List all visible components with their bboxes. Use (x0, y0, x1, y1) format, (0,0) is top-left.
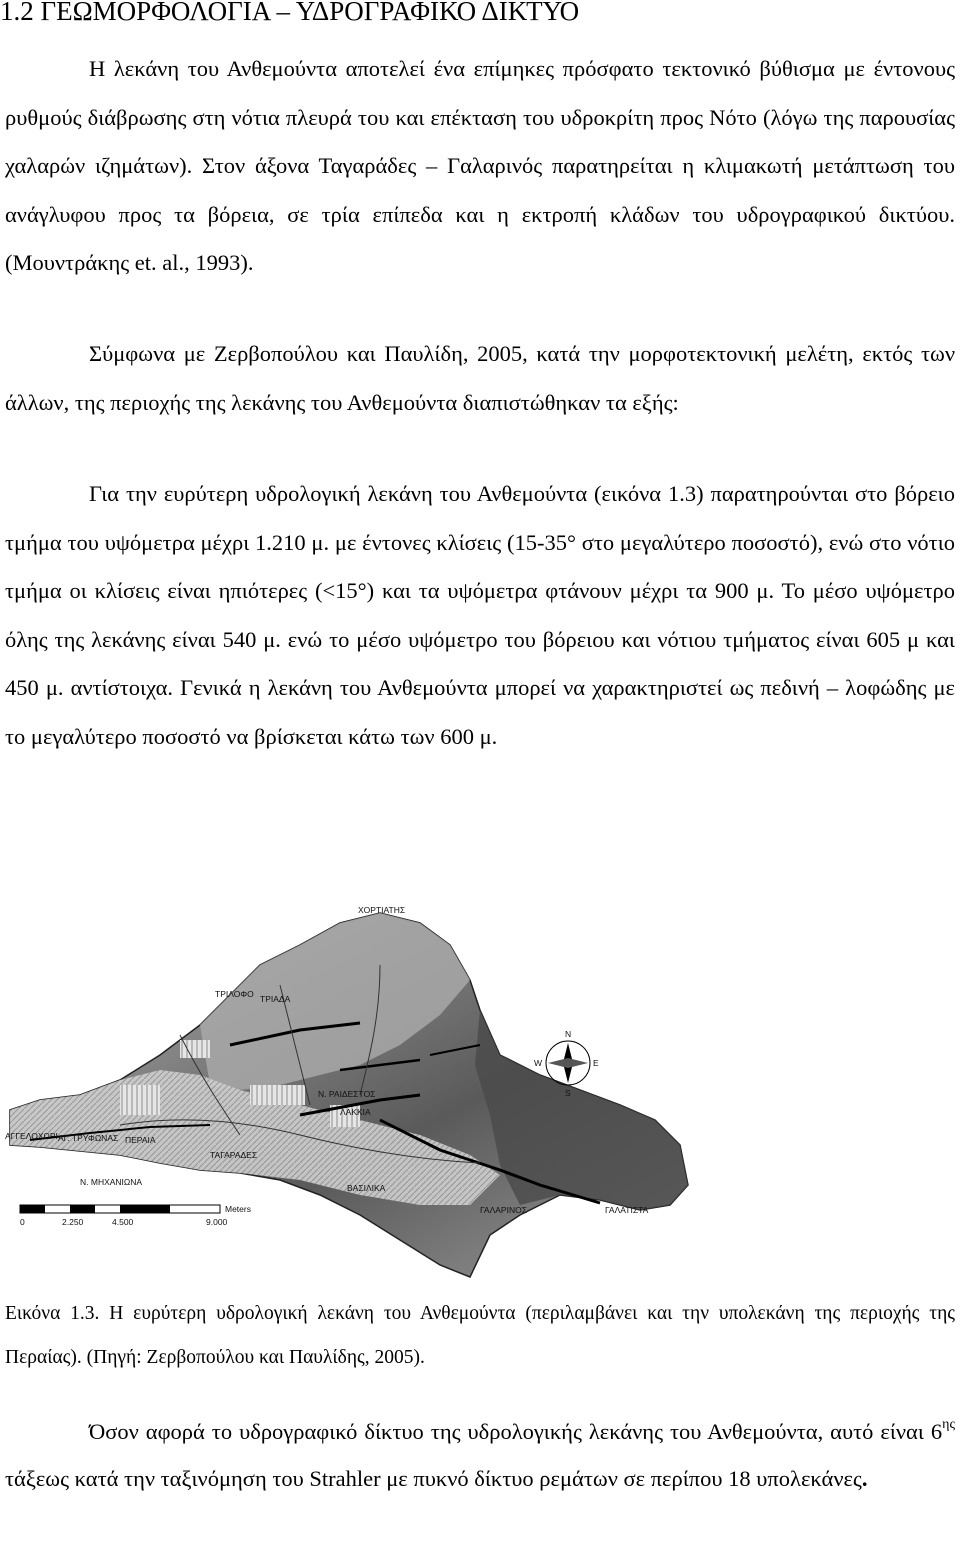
scale-bar (20, 1204, 251, 1227)
place-label-lakkia: ΛΑΚΚΙΑ (340, 1107, 371, 1117)
paragraph-drainage-network (5, 1408, 955, 1502)
compass-east: E (593, 1058, 599, 1068)
ordinal-superscript: ης (942, 1417, 955, 1432)
place-label-chortiatis: ΧΟΡΤΙΑΤΗΣ (358, 905, 406, 915)
paragraph-elevations: Για την ευρύτερη υδρολογική λεκάνη του Ανθεμούντα (εικόνα 1.3) παρατηρούνται στο βόρειο τμήμα του υψόμετρα μέχρι 1.210 μ. με έντονες κλίσεις (15-35° στο μεγαλύτερο ποσοστό), ενώ στο νότιο τμήμα οι κλίσεις είναι ηπιότερες (<15°) και τα υψόμετρα φτάνουν μέχρι τα 900 μ. Το μέσο υψόμετρο όλης της λεκάνης είναι 540 μ. ενώ το μέσο υψόμετρο του βόρειου και νότιου τμήματος είναι 605 μ και 450 μ. αντίστοιχα. Γενικά η λεκάνη του Ανθεμούντα μπορεί να χαρακτηριστεί ως πεδινή – λοφώδης με το μεγαλύτερο ποσοστό να βρίσκεται κάτω των 600 μ. (5, 481, 955, 749)
place-label-trilofo: ΤΡΙΛΟΦΟ (215, 989, 254, 999)
paragraph-end-dot: . (861, 1466, 868, 1491)
field-patch (180, 1040, 210, 1058)
place-label-n-michaniona: Ν. ΜΗΧΑΝΙΩΝΑ (80, 1177, 143, 1187)
figure-caption: Εικόνα 1.3. Η ευρύτερη υδρολογική λεκάνη του Ανθεμούντα (περιλαμβάνει και την υπολεκάνη της περιοχής της Περαίας). (Πηγή: Ζερβοπούλου και Παυλίδης, 2005). (5, 1303, 955, 1368)
place-label-peraia: ΠΕΡΑΙΑ (125, 1135, 156, 1145)
basin-map-figure (0, 905, 690, 1285)
paragraph-text: Η λεκάνη του Ανθεμούντα αποτελεί ένα επίμηκες πρόσφατο τεκτονικό βύθισμα με έντονους ρυθμούς διάβρωσης στη νότια πλευρά του και επέκταση του υδροκρίτη προς Νότο (λόγω της παρουσίας χαλαρών ιζημάτων). Στον άξονα Ταγαράδες – Γαλαρινός παρατηρείται η κλιμακωτή μετάπτωση του ανάγλυφου προς τα βόρεια, σε τρία επίπεδα και η εκτροπή κλάδων του υδρογραφικού δικτύου. (5, 56, 955, 227)
place-label-triada: ΤΡΙΑΔΑ (260, 994, 291, 1004)
place-label-tagarades: ΤΑΓΑΡΑΔΕΣ (210, 1150, 258, 1160)
place-label-ag-trifonas: ΑΓ. ΤΡΥΦΩΝΑΣ (58, 1133, 119, 1143)
compass-south: S (565, 1088, 571, 1098)
place-label-galarinos: ΓΑΛΑΡΙΝΟΣ (480, 1205, 527, 1215)
compass-north: N (565, 1029, 572, 1039)
scale-tick: 4.500 (112, 1217, 134, 1227)
place-label-vasilika: ΒΑΣΙΛΙΚΑ (347, 1183, 386, 1193)
paragraph-basin-description (5, 45, 955, 288)
place-label-angelochori: ΑΓΓΕΛΟΧΩΡΙ (5, 1131, 58, 1141)
field-patch (250, 1085, 305, 1105)
paragraph-morphotectonic-study: Σύμφωνα με Ζερβοπούλου και Παυλίδη, 2005, κατά την μορφοτεκτονική μελέτη, εκτός των άλλων, της περιοχής της λεκάνης του Ανθεμούντα διαπιστώθηκαν τα εξής: (5, 341, 955, 415)
scale-tick: 0 (20, 1217, 25, 1227)
scale-unit: Meters (225, 1204, 251, 1214)
paragraph-text: τάξεως κατά την ταξινόμηση του Strahler με πυκνό δίκτυο ρεμάτων σε περίπου 18 υπολεκάνες (5, 1466, 862, 1491)
citation: (Μουντράκης et. al., 1993). (5, 250, 254, 276)
field-patch (120, 1085, 160, 1115)
place-label-n-raidestos: Ν. ΡΑΙΔΕΣΤΟΣ (318, 1089, 376, 1099)
paragraph-text: Όσον αφορά το υδρογραφικό δίκτυο της υδρολογικής λεκάνης του Ανθεμούντα, αυτό είναι 6 (89, 1419, 943, 1444)
scale-tick: 2.250 (62, 1217, 84, 1227)
compass-west: W (534, 1058, 543, 1068)
place-label-galatista: ΓΑΛΑΤΙΣΤΑ (605, 1205, 649, 1215)
scale-tick: 9.000 (206, 1217, 228, 1227)
section-heading: 1.2 ΓΕΩΜΟΡΦΟΛΟΓΙΑ – ΥΔΡΟΓΡΑΦΙΚΟ ΔΙΚΤΥΟ (0, 0, 580, 26)
